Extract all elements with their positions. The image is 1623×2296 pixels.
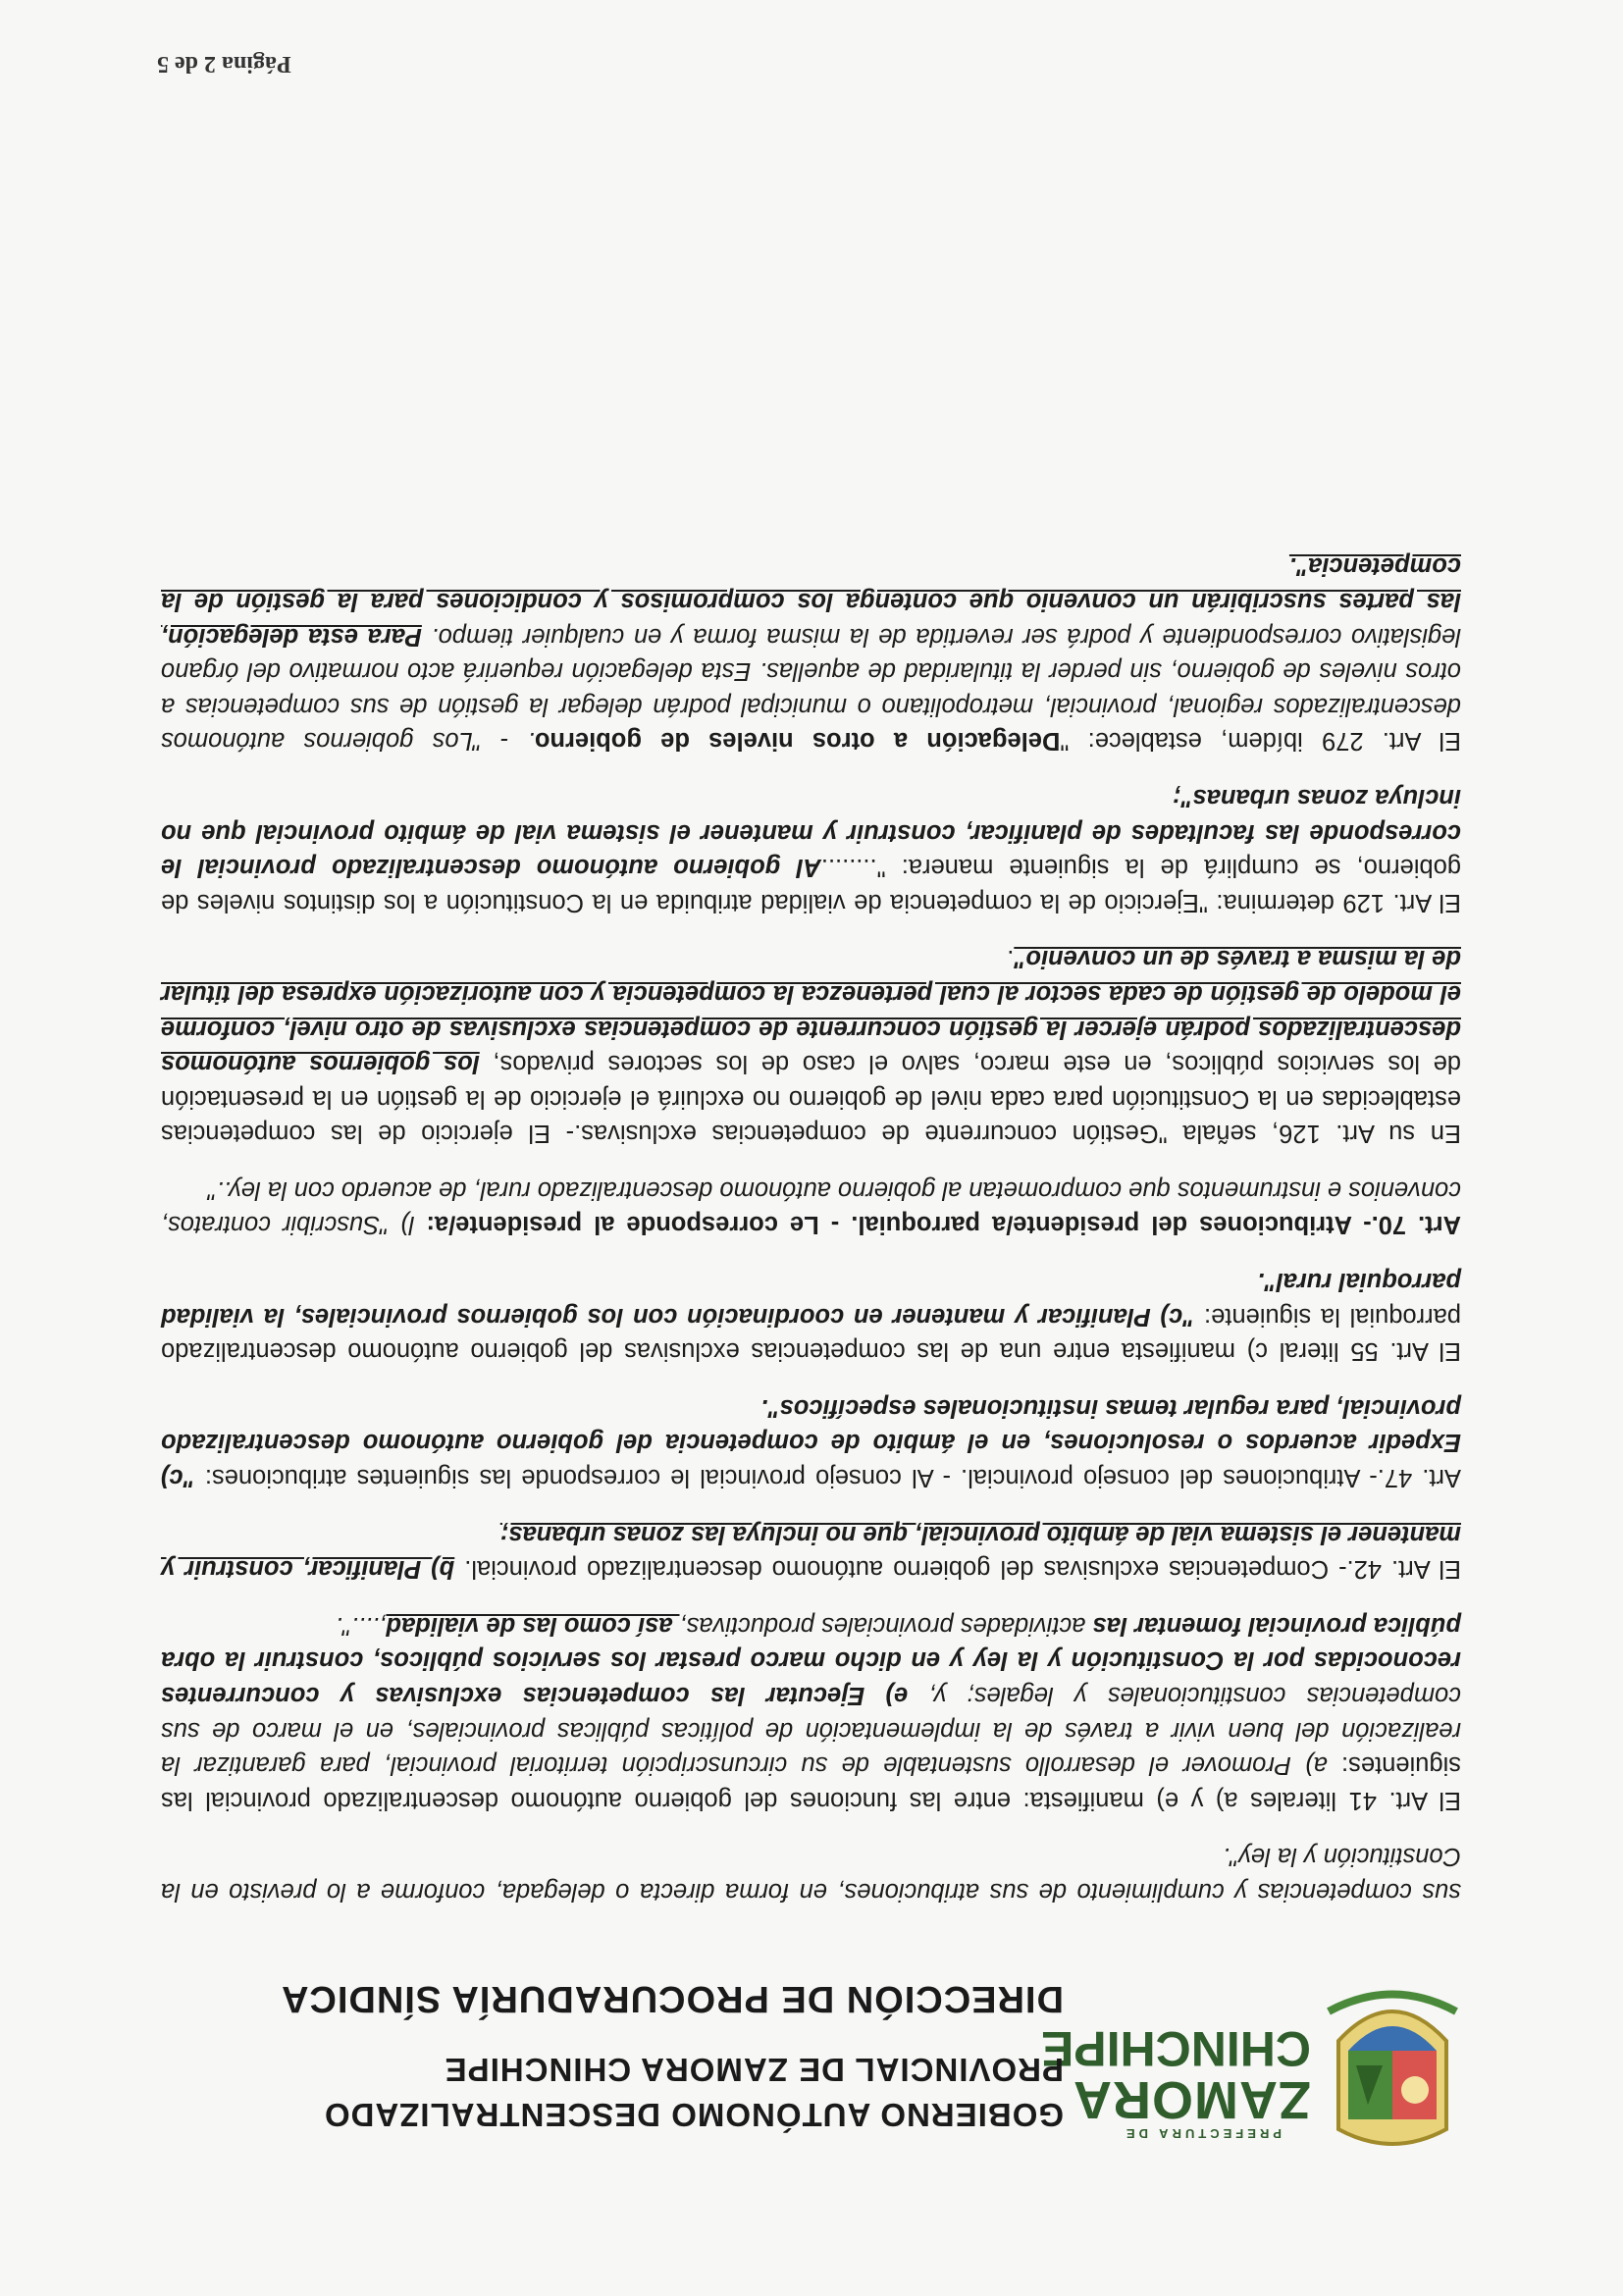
paragraph xyxy=(161,1172,1461,1241)
paragraph-text: sus competencias y cumplimiento de sus atribuciones, en forma directa o delegada, conforme a lo previsto en la Constitución y la ley". xyxy=(161,1843,1461,1905)
document-body xyxy=(161,527,1461,1908)
paragraph-underlined: los gobiernos autónomos descentralizados podrán ejercer la gestión concurrente de competencias exclusivas de otro nivel, conforme el modelo de gestión de cada sector al cual pertenezca la competencia y con autorización expresa del titular de la misma a través de un convenio" xyxy=(161,945,1461,1078)
coat-of-arms-logo xyxy=(1319,1977,1466,2149)
brand-chinchipe: CHINCHIPE xyxy=(1040,2021,1311,2076)
paragraph-text: El Art. 279 ibídem, establece: " xyxy=(1060,727,1461,756)
paragraph-underlined: b) Planificar, construir y mantener el sistema vial de ámbito provincial, que no incluya las zonas urbanas; xyxy=(161,1520,1461,1584)
paragraph-text: Art. 47.- Atribuciones del consejo provincial. - Al consejo provincial le corresponde las siguientes atribuciones: xyxy=(194,1464,1461,1492)
paragraph-emphasis: Al gobierno autónomo descentralizado provincial le corresponde las facultades de planificar, construir y mantener el sistema vial de ámbito provincial que no incluya zonas urbanas"; xyxy=(161,783,1461,882)
paragraph-underlined: así como las de vialidad xyxy=(386,1611,680,1640)
page-number: Página 2 de 5 xyxy=(157,51,291,77)
paragraph-quote: l) "Suscribir contratos, convenios e instrumentos que comprometan al gobierno autónomo descentralizado rural, de acuerdo con la ley.." xyxy=(161,1175,1461,1239)
brand-prefix: PREFECTURA DE xyxy=(1122,2126,1282,2141)
institution-line-2: PROVINCIAL DE ZAMORA CHINCHIPE xyxy=(444,2052,1064,2088)
paragraph xyxy=(161,1607,1461,1817)
paragraph-text: En su Art. 126, señala "Gestión concurrente de competencias exclusivas.- El ejercicio de las competencias establecidas en la Constitución para cada nivel de gobierno no excluirá el ejercicio de la gestión en la presentación de los servicios públicos, en este marco, salvo el caso de los sectores privados, xyxy=(161,1050,1461,1148)
paragraph-quote: a) Promover el desarrollo sustentable de su circunscripción territorial provincial, para garantizar la realización del buen vivir a través de la implementación de políticas públicas provinciales, en el marco de sus competencias constitucionales y legales; y, xyxy=(161,1682,1461,1780)
paragraph xyxy=(161,779,1461,918)
paragraph-heading: Art. 70.- Atribuciones del presidente/a parroquial. - Le corresponde al presidente/a: xyxy=(414,1211,1461,1239)
institution-line-1: GOBIERNO AUTÓNOMO DESCENTRALIZADO xyxy=(323,2097,1064,2133)
paragraph-quote: actividades provinciales productivas, xyxy=(679,1611,1093,1640)
paragraph xyxy=(161,1389,1461,1494)
paragraph-underlined: Para esta delegación, las partes suscribirán un convenio que contenga los compromisos y condiciones para la gestión de la competencia". xyxy=(161,552,1461,651)
paragraph-text: El Art. 129 determina: "Ejercicio de la competencia de vialidad atribuida en la Constitución a los distintos niveles de gobierno, se cumplirá de la siguiente manera: "........ xyxy=(161,854,1461,916)
paragraph xyxy=(161,548,1461,758)
institution-heading xyxy=(151,1977,1064,2133)
paragraph-emphasis: "c) Expedir acuerdos o resoluciones, en el ámbito de competencia del gobierno autónomo descentralizado provincial, para regular temas institucionales específicos". xyxy=(161,1393,1461,1492)
paragraph-emphasis: "c) Planificar y mantener en coordinación con los gobiernos provinciales, la vialidad parroquial rural". xyxy=(160,1268,1461,1331)
paragraph-emphasis: e) Ejecutar las competencias exclusivas y concurrentes reconocidas por la Constitución y la ley y en dicho marco prestar los servicios públicos, construir la obra pública provincial fomentar las xyxy=(161,1611,1461,1710)
brand-zamora: ZAMORA xyxy=(1073,2070,1311,2129)
paragraph-text: . xyxy=(1007,945,1015,973)
paragraph xyxy=(161,1839,1461,1908)
paragraph-text: El Art. 55 literal c) manifiesta entre una de las competencias exclusivas del gobierno autónomo descentralizado parroquial la siguiente: xyxy=(161,1302,1461,1366)
paragraph xyxy=(161,941,1461,1151)
paragraph-text: El Art. 41 literales a) y e) manifiesta: entre las funciones del gobierno autónomo descentralizado provincial las siguientes: xyxy=(161,1751,1461,1814)
brand-wordmark xyxy=(1040,1994,1311,2141)
paragraph-quote: ,....". xyxy=(335,1611,387,1640)
paragraph-heading: Delegación a otros niveles de gobierno xyxy=(534,727,1061,756)
paragraph-text: El Art. 42.- Competencias exclusivas del gobierno autónomo descentralizado provincial. xyxy=(454,1555,1461,1584)
department-name: DIRECCIÓN DE PROCURADURÍA SÍNDICA xyxy=(281,1978,1064,2019)
paragraph-quote: . - "Los gobiernos autónomos descentralizados regional, provincial, metropolitano o municipal podrán delegar la gestión de sus competencias a otros niveles de gobierno, sin perder la titularidad de aquellas. Esta delegación requerirá acto normativo del órgano legislativo correspondiente y podrá ser revertida de la misma forma y en cualquier tiempo. xyxy=(160,622,1461,756)
paragraph xyxy=(161,1264,1461,1369)
paragraph xyxy=(161,1516,1461,1586)
letterhead xyxy=(161,1962,1466,2149)
